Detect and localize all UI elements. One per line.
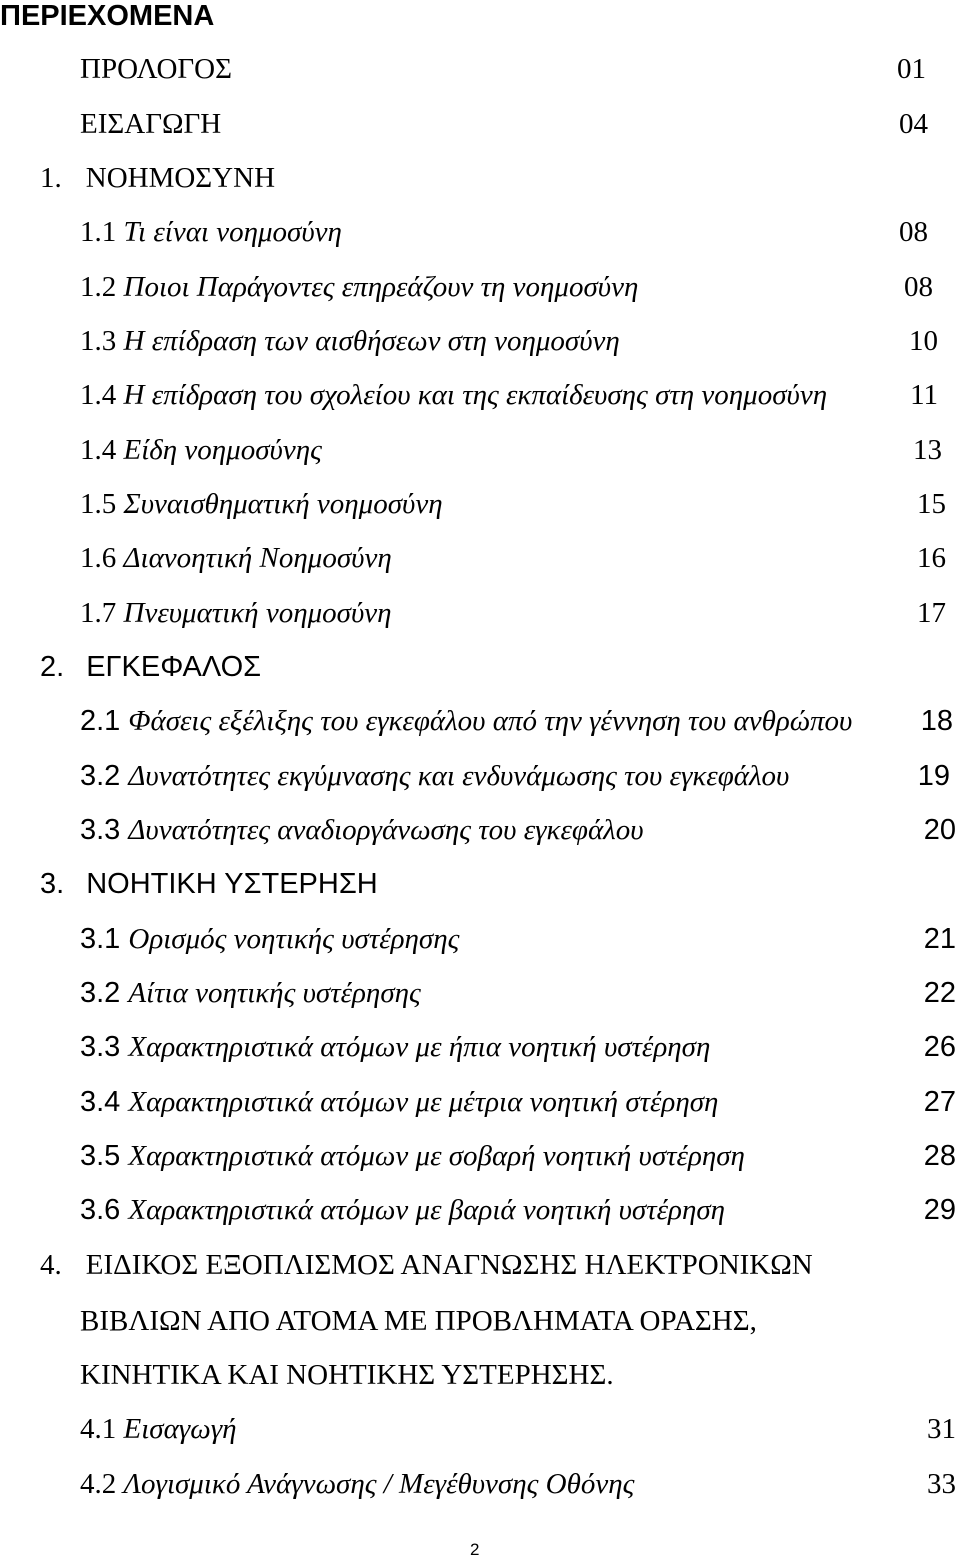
- toc-entry-title: ΠΡΟΛΟΓΟΣ: [80, 53, 232, 85]
- toc-entry-title: ΝΟΗΤΙΚΗ ΥΣΤΕΡΗΣΗ: [86, 868, 378, 900]
- toc-entry-page: 19: [917, 760, 950, 792]
- toc-entry-3-2a: [80, 759, 789, 793]
- toc-entry-page: 15: [917, 488, 946, 520]
- toc-entry-number: 2.1: [80, 705, 121, 737]
- toc-entry-1-7: [80, 596, 392, 630]
- toc-entry-page: 18: [920, 705, 953, 737]
- toc-entry-page: 16: [917, 542, 946, 574]
- toc-entry-2-1: [80, 704, 852, 738]
- toc-entry-title: Η επίδραση του σχολείου και της εκπαίδευσης στη νοημοσύνη: [123, 379, 828, 411]
- toc-entry-number: 1.5: [80, 488, 117, 520]
- toc-chapter-1: [40, 161, 275, 195]
- page-number: 2: [470, 1540, 480, 1559]
- toc-entry-number: 1.6: [80, 542, 117, 574]
- toc-chapter-4: [40, 1248, 813, 1282]
- toc-entry-number: 3.5: [80, 1140, 121, 1172]
- toc-entry-3-5: [80, 1139, 745, 1173]
- toc-entry-number: 3.: [40, 868, 65, 900]
- toc-entry-title: Ποιοι Παράγοντες επηρεάζουν τη νοημοσύνη: [123, 271, 639, 303]
- toc-entry-title: Δυνατότητες αναδιοργάνωσης του εγκεφάλου: [128, 814, 644, 846]
- toc-entry-title: Αίτια νοητικής υστέρησης: [128, 977, 421, 1009]
- toc-entry-page: 11: [910, 379, 938, 411]
- toc-entry-3-3b: [80, 1030, 710, 1064]
- toc-chapter-4-continued-2: [80, 1358, 614, 1392]
- toc-entry-title: Χαρακτηριστικά ατόμων με ήπια νοητική υστέρηση: [128, 1031, 711, 1063]
- toc-entry-page: 21: [923, 923, 956, 955]
- toc-entry-title: Συναισθηματική νοημοσύνη: [123, 488, 443, 520]
- toc-entry-title: ΕΙΔΙΚΟΣ ΕΞΟΠΛΙΣΜΟΣ ΑΝΑΓΝΩΣΗΣ ΗΛΕΚΤΡΟΝΙΚΩΝ: [85, 1249, 813, 1281]
- toc-entry-number: 4.: [40, 1249, 62, 1281]
- toc-entry-3-2b: [80, 976, 421, 1010]
- toc-chapter-2: [40, 650, 261, 684]
- toc-chapter-3: [40, 867, 378, 901]
- toc-entry-title: Χαρακτηριστικά ατόμων με μέτρια νοητική στέρηση: [128, 1086, 719, 1118]
- toc-entry-title: Λογισμικό Ανάγνωσης / Μεγέθυνσης Οθόνης: [123, 1468, 635, 1500]
- toc-entry-title: Ορισμός νοητικής υστέρησης: [128, 923, 460, 955]
- toc-entry-number: 3.6: [80, 1194, 121, 1226]
- toc-entry-1-5: [80, 487, 443, 521]
- toc-entry-title: ΚΙΝΗΤΙΚΑ ΚΑΙ ΝΟΗΤΙΚΗΣ ΥΣΤΕΡΗΣΗΣ.: [80, 1359, 614, 1391]
- toc-entry-1-4a: [80, 378, 827, 412]
- toc-entry-number: 1.7: [80, 597, 117, 629]
- toc-entry-3-3a: [80, 813, 644, 847]
- toc-entry-number: 3.3: [80, 1031, 121, 1063]
- toc-entry-page: 01: [897, 53, 926, 85]
- toc-entry-title: Είδη νοημοσύνης: [123, 434, 322, 466]
- toc-entry-1-3: [80, 324, 620, 358]
- toc-entry-page: 20: [923, 814, 956, 846]
- toc-entry-1-1: [80, 215, 342, 249]
- toc-entry-number: 3.1: [80, 923, 121, 955]
- toc-entry-title: Η επίδραση των αισθήσεων στη νοημοσύνη: [123, 325, 620, 357]
- toc-entry-page: 27: [923, 1086, 956, 1118]
- toc-entry-page: 33: [927, 1468, 956, 1500]
- toc-entry-page: 08: [899, 216, 928, 248]
- toc-entry-introduction: [80, 107, 221, 141]
- toc-entry-title: Διανοητική Νοημοσύνη: [123, 542, 392, 574]
- toc-entry-prologue: [80, 52, 232, 86]
- toc-entry-4-1: [80, 1412, 237, 1446]
- toc-entry-page: 22: [923, 977, 956, 1009]
- toc-entry-1-4b: [80, 433, 322, 467]
- toc-entry-number: 4.1: [80, 1413, 117, 1445]
- toc-entry-number: 1.3: [80, 325, 117, 357]
- toc-entry-number: 1.1: [80, 216, 117, 248]
- toc-entry-3-1: [80, 922, 459, 956]
- toc-entry-page: 08: [904, 271, 933, 303]
- toc-entry-title: Δυνατότητες εκγύμνασης και ενδυνάμωσης του εγκεφάλου: [128, 760, 790, 792]
- toc-entry-title: ΒΙΒΛΙΩΝ ΑΠΟ ΑΤΟΜΑ ΜΕ ΠΡΟΒΛΗΜΑΤΑ ΟΡΑΣΗΣ,: [80, 1305, 757, 1337]
- toc-entry-number: 3.2: [80, 760, 121, 792]
- toc-entry-page: 26: [923, 1031, 956, 1063]
- toc-chapter-4-continued: [80, 1304, 757, 1338]
- toc-entry-number: 4.2: [80, 1468, 117, 1500]
- toc-heading: ΠΕΡΙΕΧΟΜΕΝΑ: [0, 0, 215, 32]
- toc-entry-page: 28: [923, 1140, 956, 1172]
- toc-entry-title: ΕΙΣΑΓΩΓΗ: [80, 108, 222, 140]
- toc-entry-title: ΕΓΚΕΦΑΛΟΣ: [86, 651, 262, 683]
- toc-entry-1-2: [80, 270, 638, 304]
- toc-entry-page: 13: [913, 434, 942, 466]
- toc-entry-title: Χαρακτηριστικά ατόμων με βαριά νοητική υστέρηση: [128, 1194, 726, 1226]
- toc-entry-page: 31: [927, 1413, 956, 1445]
- toc-entry-number: 2.: [40, 651, 65, 683]
- toc-entry-number: 1.4: [80, 434, 117, 466]
- toc-entry-title: Φάσεις εξέλιξης του εγκεφάλου από την γέννηση του ανθρώπου: [128, 705, 853, 737]
- toc-entry-number: 3.4: [80, 1086, 121, 1118]
- toc-entry-title: Τι είναι νοημοσύνη: [123, 216, 342, 248]
- toc-entry-number: 1.4: [80, 379, 117, 411]
- toc-entry-title: ΝΟΗΜΟΣΥΝΗ: [85, 162, 276, 194]
- toc-entry-3-6: [80, 1193, 725, 1227]
- toc-entry-page: 17: [917, 597, 946, 629]
- toc-entry-page: 10: [909, 325, 938, 357]
- toc-entry-page: 29: [923, 1194, 956, 1226]
- toc-entry-4-2: [80, 1467, 634, 1501]
- toc-entry-number: 3.3: [80, 814, 121, 846]
- toc-entry-3-4: [80, 1085, 718, 1119]
- toc-entry-title: Εισαγωγή: [123, 1413, 237, 1445]
- toc-entry-title: Πνευματική νοημοσύνη: [123, 597, 392, 629]
- toc-entry-1-6: [80, 541, 392, 575]
- toc-entry-title: Χαρακτηριστικά ατόμων με σοβαρή νοητική υστέρηση: [128, 1140, 745, 1172]
- toc-entry-number: 1.2: [80, 271, 117, 303]
- toc-entry-number: 3.2: [80, 977, 121, 1009]
- toc-entry-number: 1.: [40, 162, 62, 194]
- toc-entry-page: 04: [899, 108, 928, 140]
